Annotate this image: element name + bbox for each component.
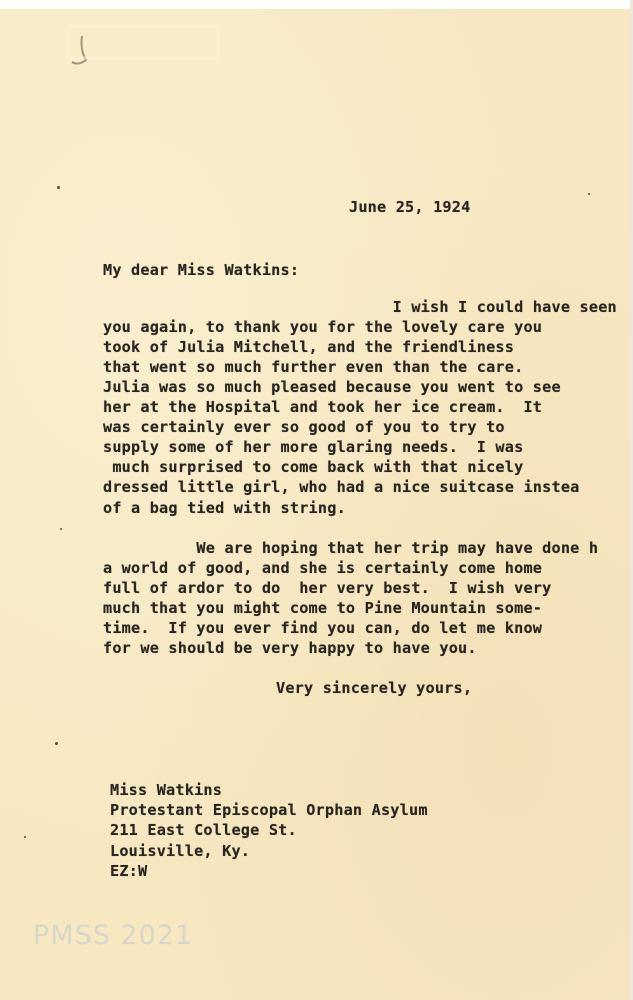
paper-speck: [55, 742, 58, 745]
faded-stamp-mark: [60, 20, 230, 68]
closing: Very sincerely yours,: [276, 679, 473, 697]
paragraph1-line: her at the Hospital and took her ice cream. It: [103, 398, 543, 416]
paragraph1-line: took of Julia Mitchell, and the friendliness: [103, 338, 515, 356]
address-line: Miss Watkins: [110, 781, 223, 799]
paragraph1-line: that went so much further even than the care.: [103, 358, 524, 376]
paper-speck: [24, 836, 26, 838]
address-line: Protestant Episcopal Orphan Asylum: [110, 801, 428, 819]
paragraph1-line: you again, to thank you for the lovely care you: [103, 318, 543, 336]
letter-date: June 25, 1924: [349, 198, 471, 216]
paper-speck: [57, 186, 60, 189]
paragraph1-line: I wish I could have seen: [103, 298, 617, 316]
paragraph2-line: much that you might come to Pine Mountain some-: [103, 599, 543, 617]
paragraph1-line: was certainly ever so good of you to try to: [103, 418, 505, 436]
paragraph2-line: time. If you ever find you can, do let me know: [103, 619, 543, 637]
scan-top-edge: [0, 0, 633, 9]
paper-speck: [588, 193, 590, 195]
watermark: PMSS 2021: [33, 920, 194, 951]
paragraph1-line: of a bag tied with string.: [103, 499, 346, 517]
paragraph2-line: full of ardor to do her very best. I wish very: [103, 579, 552, 597]
paragraph1-line: much surprised to come back with that nicely: [103, 458, 524, 476]
address-line: Louisville, Ky.: [110, 842, 251, 860]
paragraph1-line: Julia was so much pleased because you went to see: [103, 378, 561, 396]
paragraph2-line: for we should be very happy to have you.: [103, 639, 477, 657]
reference-initials: EZ:W: [110, 862, 148, 880]
paragraph1-line: supply some of her more glaring needs. I was: [103, 438, 524, 456]
paragraph2-line: a world of good, and she is certainly come home: [103, 559, 543, 577]
paragraph2-line: We are hoping that her trip may have done h: [103, 539, 599, 557]
paragraph1-line: dressed little girl, who had a nice suitcase instea: [103, 478, 580, 496]
address-line: 211 East College St.: [110, 821, 297, 839]
paper-speck: [60, 528, 62, 530]
salutation: My dear Miss Watkins:: [103, 261, 300, 279]
